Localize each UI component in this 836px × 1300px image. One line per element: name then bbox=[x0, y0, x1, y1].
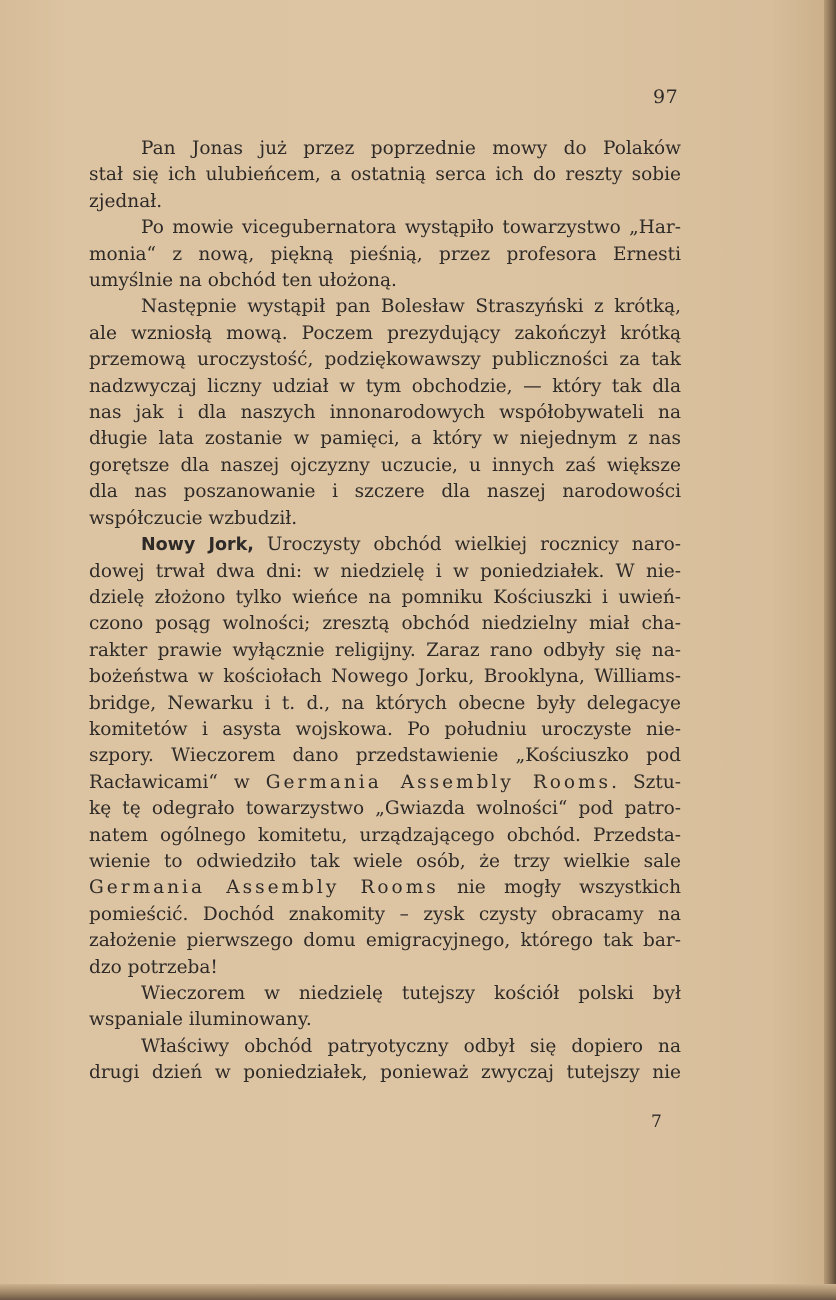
text-line: pomieścić. Dochód znakomity – zysk czysty obracamy na bbox=[89, 903, 681, 925]
text-run: Racławicami“ w bbox=[89, 771, 266, 793]
text-line: dla nas poszanowanie i szczere dla naszej narodowości bbox=[89, 481, 681, 503]
spaced-text: Germania Assembly Rooms bbox=[265, 771, 612, 793]
text-line: stał się ich ulubieńcem, a ostatnią serca ich do reszty sobie bbox=[89, 164, 681, 186]
text-line: bożeństwa w kościołach Nowego Jorku, Brooklyna, Williams- bbox=[89, 666, 681, 688]
text-run: Uroczysty obchód wielkiej rocznicy naro- bbox=[253, 534, 681, 556]
text-line: rakter prawie wyłącznie religijny. Zaraz rano odbyły się na- bbox=[89, 639, 681, 661]
text-line: czono posąg wolności; zresztą obchód niedzielny miał cha- bbox=[89, 613, 681, 635]
page-edge-right bbox=[824, 0, 836, 1300]
text-line: kę tę odegrało towarzystwo „Gwiazda wolności“ pod patro- bbox=[89, 798, 681, 820]
page-edge-bottom bbox=[0, 1284, 836, 1300]
text-line: przemową uroczystość, podziękowawszy publiczności za tak bbox=[89, 349, 681, 371]
text-line: nas jak i dla naszych innonarodowych współobywateli na bbox=[89, 402, 681, 424]
text-run: nie mogły wszystkich bbox=[438, 877, 681, 899]
text-line: Właściwy obchód patryotyczny odbył się dopiero na bbox=[141, 1035, 681, 1057]
text-line: nadzwyczaj liczny udział w tym obchodzie, — który tak dla bbox=[89, 375, 681, 397]
spaced-text: Germania Assembly Rooms bbox=[89, 877, 439, 899]
text-line: wienie to odwiedziło tak wiele osób, że trzy wielkie sale bbox=[89, 850, 681, 872]
text-line: Po mowie vicegubernatora wystąpiło towarzystwo „Har- bbox=[141, 217, 681, 239]
text-line: Następnie wystąpił pan Bolesław Straszyński z krótką, bbox=[141, 296, 681, 318]
text-line bbox=[89, 532, 681, 558]
text-line: ale wzniosłą mową. Poczem prezydujący zakończył krótką bbox=[89, 322, 681, 344]
text-line: zjednał. bbox=[89, 190, 163, 212]
text-line: dzo potrzeba! bbox=[89, 956, 218, 978]
text-line: dowej trwał dwa dni: w niedzielę i w poniedziałek. W nie- bbox=[89, 560, 681, 582]
text-line: szpory. Wieczorem dano przedstawienie „Kościuszko pod bbox=[89, 745, 681, 767]
text-line: Pan Jonas już przez poprzednie mowy do Polaków bbox=[141, 138, 681, 159]
text-line: umyślnie na obchód ten ułożoną. bbox=[89, 270, 397, 292]
text-line: komitetów i asysta wojskowa. Po południu uroczyste nie- bbox=[89, 718, 681, 740]
text-line: założenie pierwszego domu emigracyjnego, którego tak bar- bbox=[89, 930, 681, 952]
text-line: Wieczorem w niedzielę tutejszy kościół polski był bbox=[141, 983, 681, 1004]
text-line: dzielę złożono tylko wieńce na pomniku Kościuszki i uwień- bbox=[89, 586, 681, 608]
place-heading: Nowy Jork, bbox=[141, 535, 254, 556]
text-line: długie lata zostanie w pamięci, a który w niejednym z nas bbox=[89, 428, 681, 450]
text-run: . Sztu- bbox=[611, 771, 681, 793]
text-line: wspaniale iluminowany. bbox=[89, 1009, 312, 1031]
text-line: natem ogólnego komitetu, urządzającego obchód. Przedsta- bbox=[89, 824, 681, 846]
signature-mark: 7 bbox=[651, 1112, 662, 1132]
text-line bbox=[89, 875, 681, 901]
text-line: monia“ z nową, piękną pieśnią, przez profesora Ernesti bbox=[89, 243, 681, 265]
text-line bbox=[89, 770, 681, 796]
page-number: 97 bbox=[653, 86, 679, 108]
text-line: współczucie wzbudził. bbox=[89, 507, 298, 529]
text-line: gorętsze dla naszej ojczyzny uczucie, u innych zaś większe bbox=[89, 454, 681, 476]
body-text bbox=[89, 136, 681, 1087]
text-line: bridge, Newarku i t. d., na których obecne były delegacye bbox=[89, 692, 681, 714]
text-line: drugi dzień w poniedziałek, ponieważ zwyczaj tutejszy nie bbox=[89, 1062, 681, 1084]
